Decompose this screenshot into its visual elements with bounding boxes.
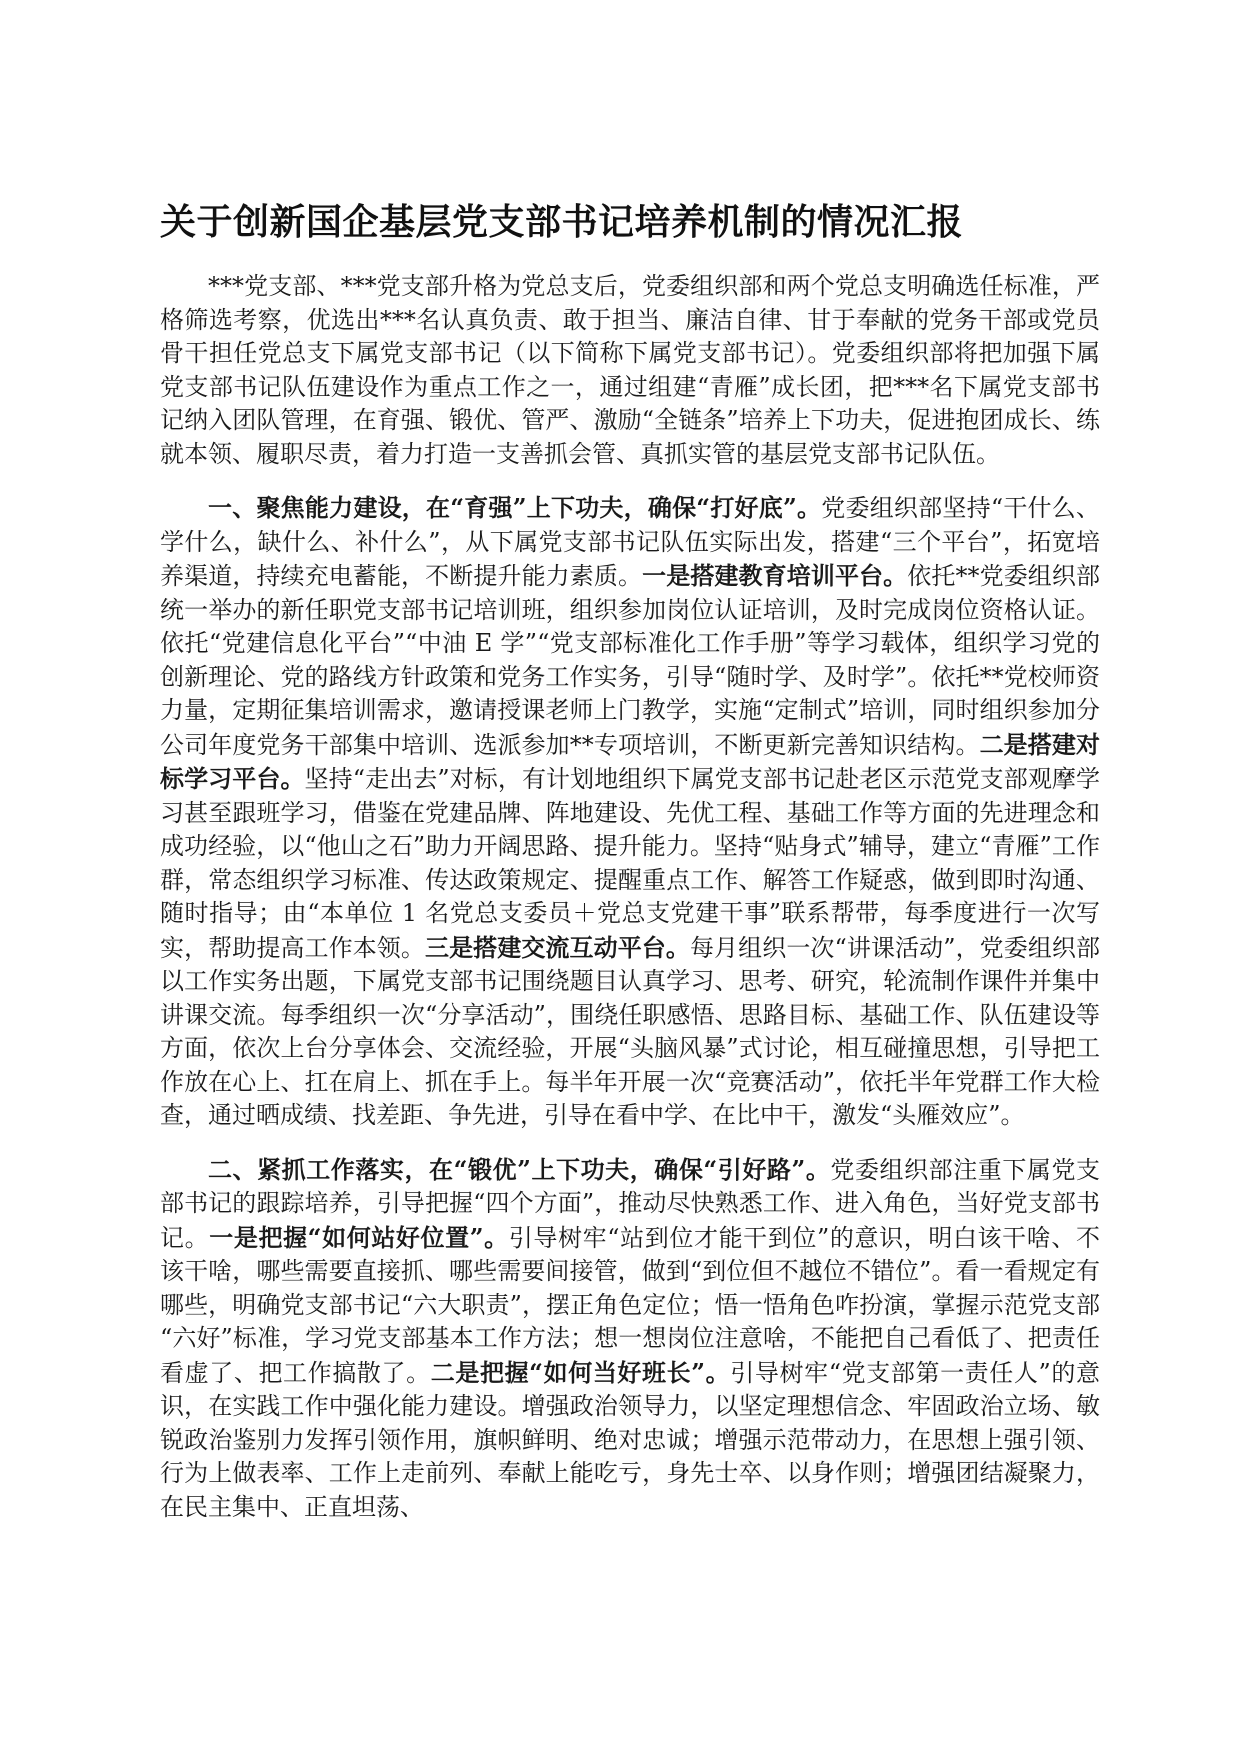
paragraph-text: 坚持“走出去”对标，有计划地组织下属党支部书记赴老区示范党支部观摩学习甚至跟班学习，借鉴在党建品牌、阵地建设、先优工程、基础工作等方面的先进理念和成功经验，以“他山之石”助力开阔思路、提升能力。坚持“贴身式”辅导，建立“青雁”工作群，常态组织学习标准、传达政策规定、提醒重点工作、解答工作疑惑，做到即时沟通、随时指导；由“本单位 1 名党总支委员＋党总支党建干事”联系帮带，每季度进行一次写实，帮助提高工作本领。	[160, 765, 1100, 962]
paragraph-text: ***党支部、***党支部升格为党总支后，党委组织部和两个党总支明确选任标准，严格筛选考察，优选出***名认真负责、敢于担当、廉洁自律、甘于奉献的党务干部或党员骨干担任党总支下属党支部书记（以下简称下属党支部书记）。党委组织部将把加强下属党支部书记队伍建设作为重点工作之一，通过组建“青雁”成长团，把***名下属党支部书记纳入团队管理，在育强、锻优、管严、激励“全链条”培养上下功夫，促进抱团成长、练就本领、履职尽责，着力打造一支善抓会管、真抓实管的基层党支部书记队伍。	[160, 272, 1100, 468]
paragraph-intro	[160, 270, 1100, 471]
paragraph-text: 党委组织部注重下属党支部书记的跟踪培养，引导把握“四个方面”，推动尽快熟悉工作、进入角色，当好党支部书记。	[160, 1155, 1101, 1252]
subpoint-heading: 一是把握“如何站好位置”。	[209, 1222, 509, 1252]
document-title: 关于创新国企基层党支部书记培养机制的情况汇报	[160, 202, 964, 243]
paragraph-text: 引导树牢“党支部第一责任人”的意识，在实践工作中强化能力建设。增强政治领导力，以坚定理想信念、牢固政治立场、敏锐政治鉴别力发挥引领作用，旗帜鲜明、绝对忠诚；增强示范带动力，在思想上强引领、行为上做表率、工作上走前列、奉献上能吃亏，身先士卒、以身作则；增强团结凝聚力，在民主集中、正直坦荡、	[160, 1358, 1101, 1521]
section-two-heading: 二、紧抓工作落实，在“锻优”上下功夫，确保“引好路”。	[208, 1154, 831, 1184]
paragraph-text: 引导树牢“站到位才能干到位”的意识，明白该干啥、不该干啥，哪些需要直接抓、哪些需要间接管，做到“到位但不越位不错位”。看一看规定有哪些，明确党支部书记“六大职责”，摆正角色定位；悟一悟角色咋扮演，掌握示范党支部“六好”标准，学习党支部基本工作方法；想一想岗位注意啥，不能把自己看低了、把责任看虚了、把工作搞散了。	[160, 1223, 1101, 1387]
paragraph-text: 依托**党委组织部统一举办的新任职党支部书记培训班，组织参加岗位认证培训，及时完成岗位资格认证。依托“党建信息化平台”“中油 E 学”“党支部标准化工作手册”等学习载体，组织学习党的创新理论、党的路线方针政策和党务工作实务，引导“随时学、及时学”。依托**党校师资力量，定期征集培训需求，邀请授课老师上门教学，实施“定制式”培训，同时组织参加分公司年度党务干部集中培训、选派参加**专项培训，不断更新完善知识结构。	[160, 562, 1101, 759]
subpoint-heading: 二是把握“如何当好班长”。	[430, 1357, 731, 1387]
document-page	[160, 198, 1100, 1544]
paragraph-text: 每月组织一次“讲课活动”，党委组织部以工作实务出题，下属党支部书记围绕题目认真学习、思考、研究，轮流制作课件并集中讲课交流。每季组织一次“分享活动”，围绕任职感悟、思路目标、基础工作、队伍建设等方面，依次上台分享体会、交流经验，开展“头脑风暴”式讨论，相互碰撞思想，引导把工作放在心上、扛在肩上、抓在手上。每半年开展一次“竞赛活动”，依托半年党群工作大检查，通过晒成绩、找差距、争先进，引导在看中学、在比中干，激发“头雁效应”。	[160, 933, 1101, 1129]
paragraph-text: 党委组织部坚持“干什么、学什么，缺什么、补什么”，从下属党支部书记队伍实际出发，搭建“三个平台”，拓宽培养渠道，持续充电蓄能，不断提升能力素质。	[160, 494, 1100, 590]
section-one-heading: 一、聚焦能力建设，在“育强”上下功夫，确保“打好底”。	[208, 493, 822, 522]
subpoint-heading: 一是搭建教育培训平台。	[642, 561, 908, 590]
paragraph-section-one	[160, 491, 1100, 1133]
paragraph-section-two	[160, 1153, 1100, 1525]
subpoint-heading: 二是搭建对标学习平台。	[160, 729, 1100, 793]
subpoint-heading: 三是搭建交流互动平台。	[424, 932, 690, 962]
